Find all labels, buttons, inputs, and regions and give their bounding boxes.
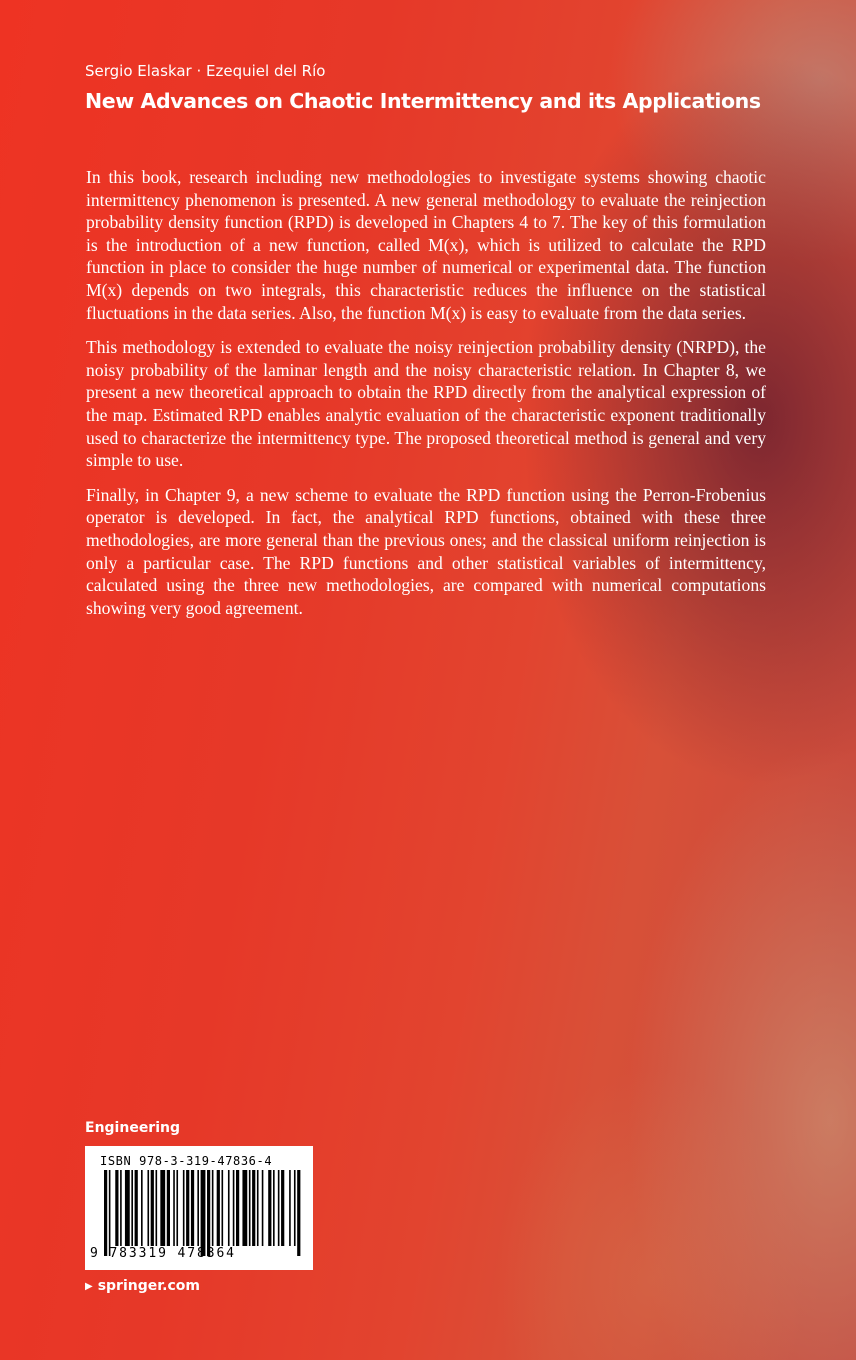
subject-category: Engineering <box>85 1120 180 1136</box>
barcode-bar <box>141 1170 143 1246</box>
book-title: New Advances on Chaotic Intermittency and its Applications <box>85 89 761 113</box>
barcode-bar <box>201 1170 206 1256</box>
barcode-bar <box>167 1170 170 1246</box>
barcode-bar <box>197 1170 199 1246</box>
barcode-bar <box>297 1170 300 1256</box>
barcode-bar <box>131 1170 133 1246</box>
isbn-label: ISBN 978-3-319-47836-4 <box>100 1154 273 1168</box>
barcode-bar <box>236 1170 239 1246</box>
blurb-paragraph-3: Finally, in Chapter 9, a new scheme to evaluate the RPD function using the Perron-Frobenius operator is developed. In fact, the analytical RPD functions, obtained with these three methodologies, are more general than the previous ones; and the classical uniform reinjection is only a particular case. The RPD functions and other statistical variables of intermittency, calculated using the three new methodologies, are compared with numerical computations showing very good agreement. <box>86 484 766 618</box>
barcode-bar <box>173 1170 175 1246</box>
barcode-bar <box>228 1170 230 1246</box>
barcode-bar <box>257 1170 259 1246</box>
barcode-bar <box>120 1170 122 1246</box>
barcode-bar <box>273 1170 275 1246</box>
barcode-bar <box>212 1170 214 1246</box>
barcode-bar <box>183 1170 185 1246</box>
barcode-bar <box>217 1170 220 1246</box>
barcode-bar <box>242 1170 247 1246</box>
barcode-bar <box>160 1170 165 1246</box>
barcode-bar <box>249 1170 251 1246</box>
barcode-bar <box>125 1170 130 1246</box>
barcode-bar <box>191 1170 194 1246</box>
barcode-bar <box>176 1170 178 1246</box>
barcode-bar <box>268 1170 271 1246</box>
barcode-bar <box>289 1170 291 1246</box>
barcode-bar <box>262 1170 264 1246</box>
barcode-bar <box>294 1170 296 1246</box>
barcode-bar <box>109 1170 111 1256</box>
barcode-bar <box>278 1170 280 1246</box>
author-names: Sergio Elaskar · Ezequiel del Río <box>85 62 326 80</box>
isbn-barcode <box>85 1146 313 1270</box>
barcode-bar <box>151 1170 154 1246</box>
barcode-bar <box>252 1170 255 1246</box>
barcode-bar <box>135 1170 138 1246</box>
barcode-bar <box>222 1170 224 1246</box>
publisher-link[interactable] <box>85 1278 200 1294</box>
barcode-bar <box>281 1170 284 1246</box>
publisher-url: springer.com <box>97 1278 200 1294</box>
barcode-bar <box>156 1170 158 1246</box>
barcode-bars <box>104 1170 302 1256</box>
barcode-bar <box>104 1170 107 1256</box>
blurb-paragraph-1: In this book, research including new methodologies to investigate systems showing chaotic intermittency phenomenon is presented. A new general methodology to evaluate the reinjection probability density function (RPD) is developed in Chapters 4 to 7. The key of this formulation is the introduction of a new function, called M(x), which is utilized to calculate the RPD function in place to consider the huge number of numerical or experimental data. The function M(x) depends on two integrals, this characteristic reduces the influence on the statistical fluctuations in the data series. Also, the function M(x) is easy to evaluate from the data series. <box>86 167 766 323</box>
barcode-bar <box>115 1170 118 1246</box>
cover-blurb <box>86 166 766 631</box>
barcode-digits: 9 783319 478364 <box>90 1246 236 1261</box>
barcode-bar <box>186 1170 189 1246</box>
triangle-right-icon: ▶ <box>85 1281 93 1292</box>
barcode-bar <box>207 1170 210 1256</box>
barcode-bar <box>233 1170 235 1246</box>
barcode-bar <box>147 1170 149 1246</box>
blurb-paragraph-2: This methodology is extended to evaluate the noisy reinjection probability density (NRPD), the noisy probability of the laminar length and the noisy characteristic relation. In Chapter 8, we present a new theoretical approach to obtain the RPD directly from the analytical expression of the map. Estimated RPD enables analytic evaluation of the characteristic exponent traditionally used to characterize the intermittency type. The proposed theoretical method is general and very simple to use. <box>86 337 766 471</box>
